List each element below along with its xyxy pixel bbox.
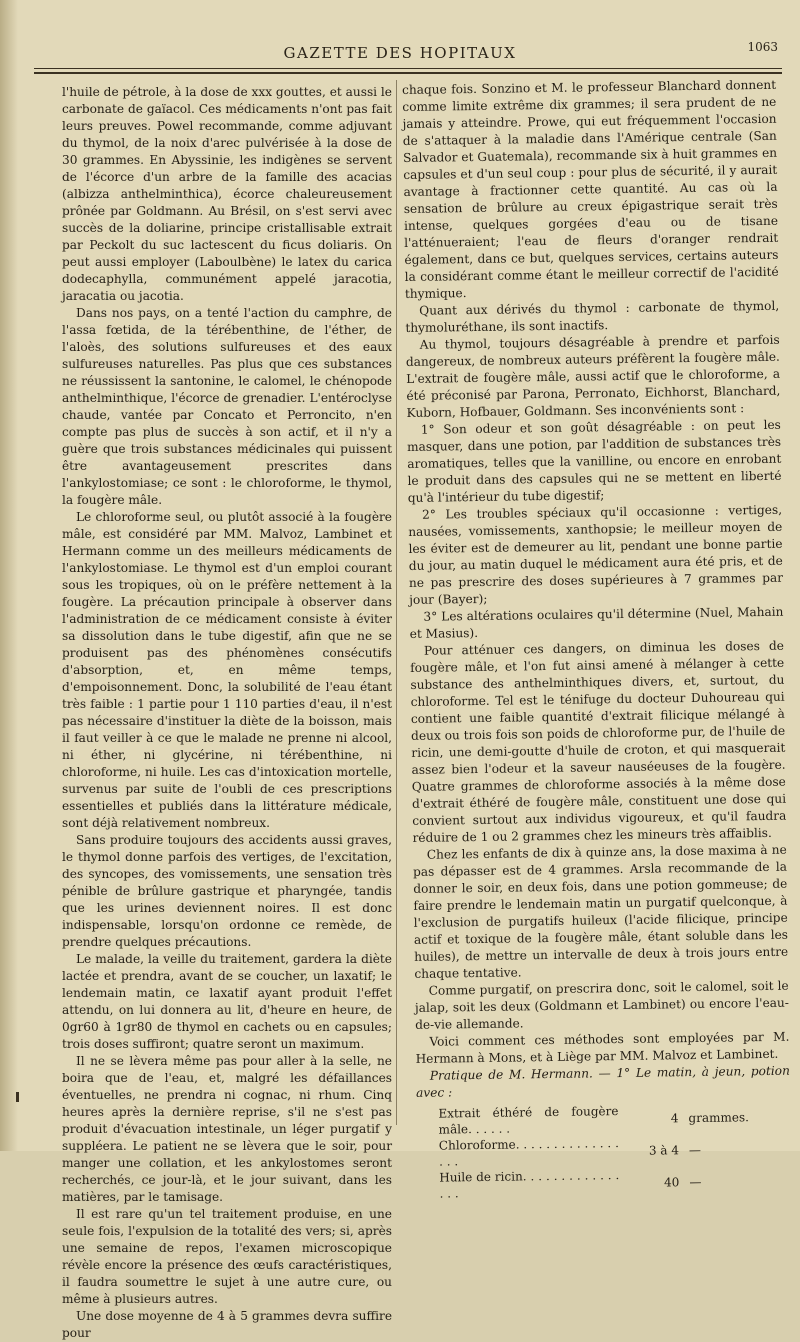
page-header-title: GAZETTE DES HOPITAUX bbox=[283, 44, 517, 62]
recipe-ingredient: Huile de ricin. . . . . . . . . . . . . . . . bbox=[439, 1168, 620, 1201]
paragraph: Une dose moyenne de 4 à 5 grammes devra suffire pour bbox=[62, 1309, 392, 1340]
paragraph: Le malade, la veille du traitement, gardera la diète lactée et prendra, avant de se coucher, un laxatif; le lendemain matin, ce laxatif ayant produit l'effet attendu, on lui donnera au lit, d'heure en heure, de 0gr60 à 1gr80 de thymol en cachets ou en capsules; trois doses suffiront; quatre seront un maximum. bbox=[62, 952, 392, 1051]
recipe-quantity: 3 à 4 bbox=[648, 1143, 680, 1158]
recipe-title: Pratique de M. Hermann. — 1° Le matin, à jeun, potion avec : bbox=[416, 1063, 790, 1100]
recipe-row bbox=[439, 1133, 759, 1169]
paragraph: Au thymol, toujours désagréable à prendre et parfois dangereux, de nombreux auteurs préfèrent la fougère mâle. L'extrait de fougère mâle, aussi actif que le chloroforme, a été préconisé par Parona, Perronato, Eichhorst, Blanchard, Kuborn, Hofbauer, Goldmann. Ses inconvénients sont : bbox=[405, 332, 781, 420]
recipe-ingredient: Chloroforme. . . . . . . . . . . . . . . . . bbox=[438, 1136, 619, 1169]
recipe-unit: — bbox=[688, 1142, 702, 1158]
paragraph: l'huile de pétrole, à la dose de xxx gouttes, et aussi le carbonate de gaïacol. Ces médicaments n'ont pas fait leurs preuves. Powel recommande, comme adjuvant du thymol, de la noix d'arec pulvérisée à la dose de 30 grammes. En Abyssinie, les indigènes se servent de l'écorce d'un arbre de la famille des acacias (albizza anthelminthica), écorce chaleureusement prônée par Goldmann. Au Brésil, on s'est servi avec succès de la doliarine, principe cristallisable extrait par Peckolt du suc lactescent du ficus doliaris. On peut aussi employer (Laboulbène) le latex du carica dodecaphylla, communément appelé jaracotia, jaracatia ou jacotia. bbox=[62, 85, 392, 303]
page-number: 1063 bbox=[747, 40, 778, 54]
recipe-quantity: 40 bbox=[664, 1175, 680, 1190]
paragraph: chaque fois. Sonzino et M. le professeur Blanchard donnent comme limite extrême dix grammes; il sera prudent de ne jamais y atteindre. Prowe, qui eut fréquemment l'occasion de s'attaquer à la maladie dans l'Amérique centrale (San Salvador et Guatemala), recommande six à huit grammes en capsules et d'un seul coup : pour plus de sécurité, il y aurait avantage à fractionner cette quantité. Au cas où la sensation de brûlure au creux épigastrique serait très intense, quelques gorgées d'eau ou de tisane l'atténueraient; l'eau de fleurs d'oranger rendrait également, dans ce but, quelques services, certains auteurs la considérant comme étant le meilleur correctif de l'acidité thymique. bbox=[402, 77, 779, 301]
recipe-unit: — bbox=[689, 1174, 702, 1190]
recipe-table bbox=[438, 1101, 759, 1201]
recipe-row bbox=[439, 1165, 759, 1201]
paragraph: 1° Son odeur et son goût désagréable : on peut les masquer, dans une potion, par l'addition de substances très aromatiques, telles que la vanilline, ou encore en enrobant le produit dans des capsules qui ne se mettent en liberté qu'à l'intérieur du tube digestif; bbox=[406, 417, 782, 505]
column-divider bbox=[396, 80, 397, 1125]
paragraph: Il ne se lèvera même pas pour aller à la selle, ne boira que de l'eau, et, malgré les défaillances éventuelles, ne prendra ni cognac, ni rhum. Cinq heures après la dernière reprise, s'il ne s'est pas produit d'évacuation intestinale, un léger purgatif y suppléera. Le patient ne se lèvera que le soir, pour manger une collation, et les ankylostomes seront recherchés, ce jour-là, et le jour suivant, dans les matières, par le tamisage. bbox=[62, 1054, 392, 1204]
recipe-unit: grammes. bbox=[688, 1110, 749, 1126]
paragraph: 2° Les troubles spéciaux qu'il occasionne : vertiges, nausées, vomissements, xanthopsie; le meilleur moyen de les éviter est de demeurer au lit, pendant une bonne partie du jour, au matin duquel le médicament aura été pris, et de ne pas prescrire des doses supérieures à 7 grammes par jour (Bayer); bbox=[408, 502, 784, 607]
paragraph: Chez les enfants de dix à quinze ans, la dose maxima à ne pas dépasser est de 4 grammes. Arsla recommande de la donner le soir, en deux fois, dans une potion gommeuse; de faire prendre le lendemain matin un purgatif quelconque, à l'exclusion de purgatifs huileux (l'acide filicique, principe actif et toxique de la fougère mâle, étant soluble dans les huiles), de mettre un intervalle de deux à trois jours entre chaque tentative. bbox=[412, 842, 789, 981]
paragraph: 3° Les altérations oculaires qu'il détermine (Nuel, Mahain et Masius). bbox=[409, 604, 784, 641]
paragraph: Il est rare qu'un tel traitement produise, en une seule fois, l'expulsion de la totalité des vers; si, après une semaine de repos, l'examen microscopique révèle encore la présence des œufs caractéristiques, il faudra soumettre le sujet à une autre cure, ou même à plusieurs autres. bbox=[62, 1207, 392, 1306]
paragraph: Le chloroforme seul, ou plutôt associé à la fougère mâle, est considéré par MM. Malvoz, Lambinet et Hermann comme un des meilleurs médicaments de l'ankylostomiase. Le thymol est d'un emploi courant sous les tropiques, où on le préfère nettement à la fougère. La précaution principale à observer dans l'administration de ce médicament consiste à éviter sa dissolution dans le tube digestif, afin que ne se produisent pas des phénomènes consécutifs d'absorption, et, en même temps, d'empoisonnement. Donc, la solubilité de l'eau étant très faible : 1 partie pour 1 110 parties d'eau, il n'est pas nécessaire d'instituer la diète de la boisson, mais il faut veiller à ce que le malade ne prenne ni alcool, ni éther, ni glycérine, ni térébenthine, ni chloroforme, ni huile. Les cas d'intoxication mortelle, survenus par suite de l'oubli de ces prescriptions essentielles et publiés dans la littérature médicale, sont déjà relativement nombreux. bbox=[62, 510, 392, 830]
right-column bbox=[402, 77, 792, 1202]
paragraph: Voici comment ces méthodes sont employées par M. Hermann à Mons, et à Liège par MM. Malvoz et Lambinet. bbox=[415, 1029, 790, 1066]
binding-shadow bbox=[0, 0, 18, 1151]
paragraph: Comme purgatif, on prescrira donc, soit le calomel, soit le jalap, soit les deux (Goldmann et Lambinet) ou encore l'eau-de-vie allemande. bbox=[414, 978, 789, 1032]
paragraph: Pour atténuer ces dangers, on diminua les doses de fougère mâle, et l'on fut ainsi amené à mélanger à cette substance des anthelminthiques divers, et, surtout, du chloroforme. Tel est le ténifuge du docteur Duhoureau qui contient une faible quantité d'extrait filicique mélangé à deux ou trois fois son poids de chloroforme pur, de l'huile de ricin, une demi-goutte d'huile de croton, et qui masquerait assez bien l'odeur et la saveur nauséeuses de la fougère. Quatre grammes de chloroforme associés à la même dose d'extrait éthéré de fougère mâle, constituent une dose qui convient surtout aux individus vigoureux, et qu'il faudra réduire de 1 ou 2 grammes chez les mineurs très affaiblis. bbox=[410, 638, 787, 845]
paragraph: Quant aux dérivés du thymol : carbonate de thymol, thymoluréthane, ils sont inactifs. bbox=[405, 298, 780, 335]
recipe-row bbox=[438, 1101, 758, 1137]
recipe-ingredient: Extrait éthéré de fougère mâle. . . . . . bbox=[438, 1104, 619, 1137]
header-rule-thin bbox=[34, 68, 782, 69]
paragraph: Dans nos pays, on a tenté l'action du camphre, de l'assa fœtida, de la térébenthine, de l'éther, de l'aloès, des solutions sulfureuses et des eaux sulfureuses naturelles. Pas plus que ces substances ne réussissent la santonine, le calomel, le chénopode anthelminthique, l'écorce de grenadier. L'entéroclyse chaude, vantée par Concato et Perroncito, n'en compte pas plus de succès à son actif, et il n'y a guère que trois substances médicinales qui puissent être avantageusement prescrites dans l'ankylostomiase; ce sont : le chloroforme, le thymol, la fougère mâle. bbox=[62, 306, 392, 507]
left-column bbox=[62, 84, 392, 1342]
header-rule-thick bbox=[34, 72, 782, 74]
paragraph: Sans produire toujours des accidents aussi graves, le thymol donne parfois des vertiges, de l'excitation, des syncopes, des vomissements, une sensation très pénible de brûlure gastrique et pharyngée, tandis que les urines deviennent noires. Il est donc indispensable, lorsqu'on ordonne ce remède, de prendre quelques précautions. bbox=[62, 833, 392, 949]
margin-mark bbox=[16, 1092, 19, 1102]
recipe-quantity: 4 bbox=[670, 1111, 679, 1126]
